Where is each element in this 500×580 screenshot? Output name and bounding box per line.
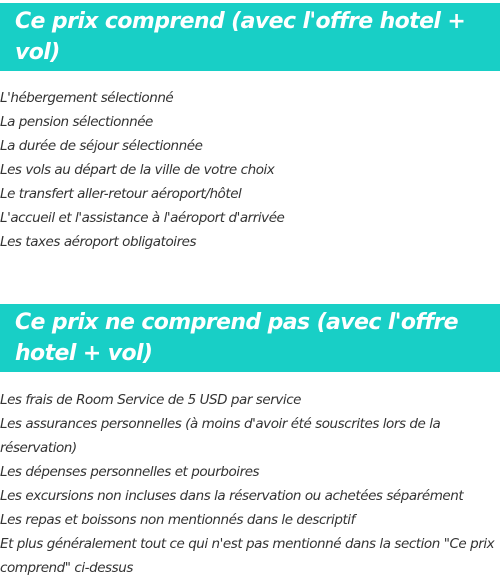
list-item: Et plus généralement tout ce qui n'est pas mentionné dans la section "Ce prix comprend" ci-dessus	[0, 536, 495, 576]
excluded-list	[0, 388, 500, 580]
list-item: Les repas et boissons non mentionnés dans le descriptif	[0, 512, 355, 528]
list-item: L'hébergement sélectionné	[0, 90, 174, 106]
list-item: Les frais de Room Service de 5 USD par service	[0, 392, 302, 408]
list-item: Les assurances personnelles (à moins d'avoir été souscrites lors de la réservation)	[0, 416, 441, 456]
list-item: Le transfert aller-retour aéroport/hôtel	[0, 186, 242, 202]
excluded-section-heading: Ce prix ne comprend pas (avec l'offre hotel + vol)	[0, 304, 500, 372]
list-item: Les excursions non incluses dans la réservation ou achetées séparément	[0, 488, 464, 504]
list-item: L'accueil et l'assistance à l'aéroport d'arrivée	[0, 210, 285, 226]
list-item: Les dépenses personnelles et pourboires	[0, 464, 260, 480]
list-item: La pension sélectionnée	[0, 114, 153, 130]
list-item: Les vols au départ de la ville de votre choix	[0, 162, 275, 178]
list-item: La durée de séjour sélectionnée	[0, 138, 203, 154]
included-section-heading: Ce prix comprend (avec l'offre hotel + vol)	[0, 3, 500, 71]
included-list	[0, 86, 500, 254]
list-item: Les taxes aéroport obligatoires	[0, 234, 197, 250]
